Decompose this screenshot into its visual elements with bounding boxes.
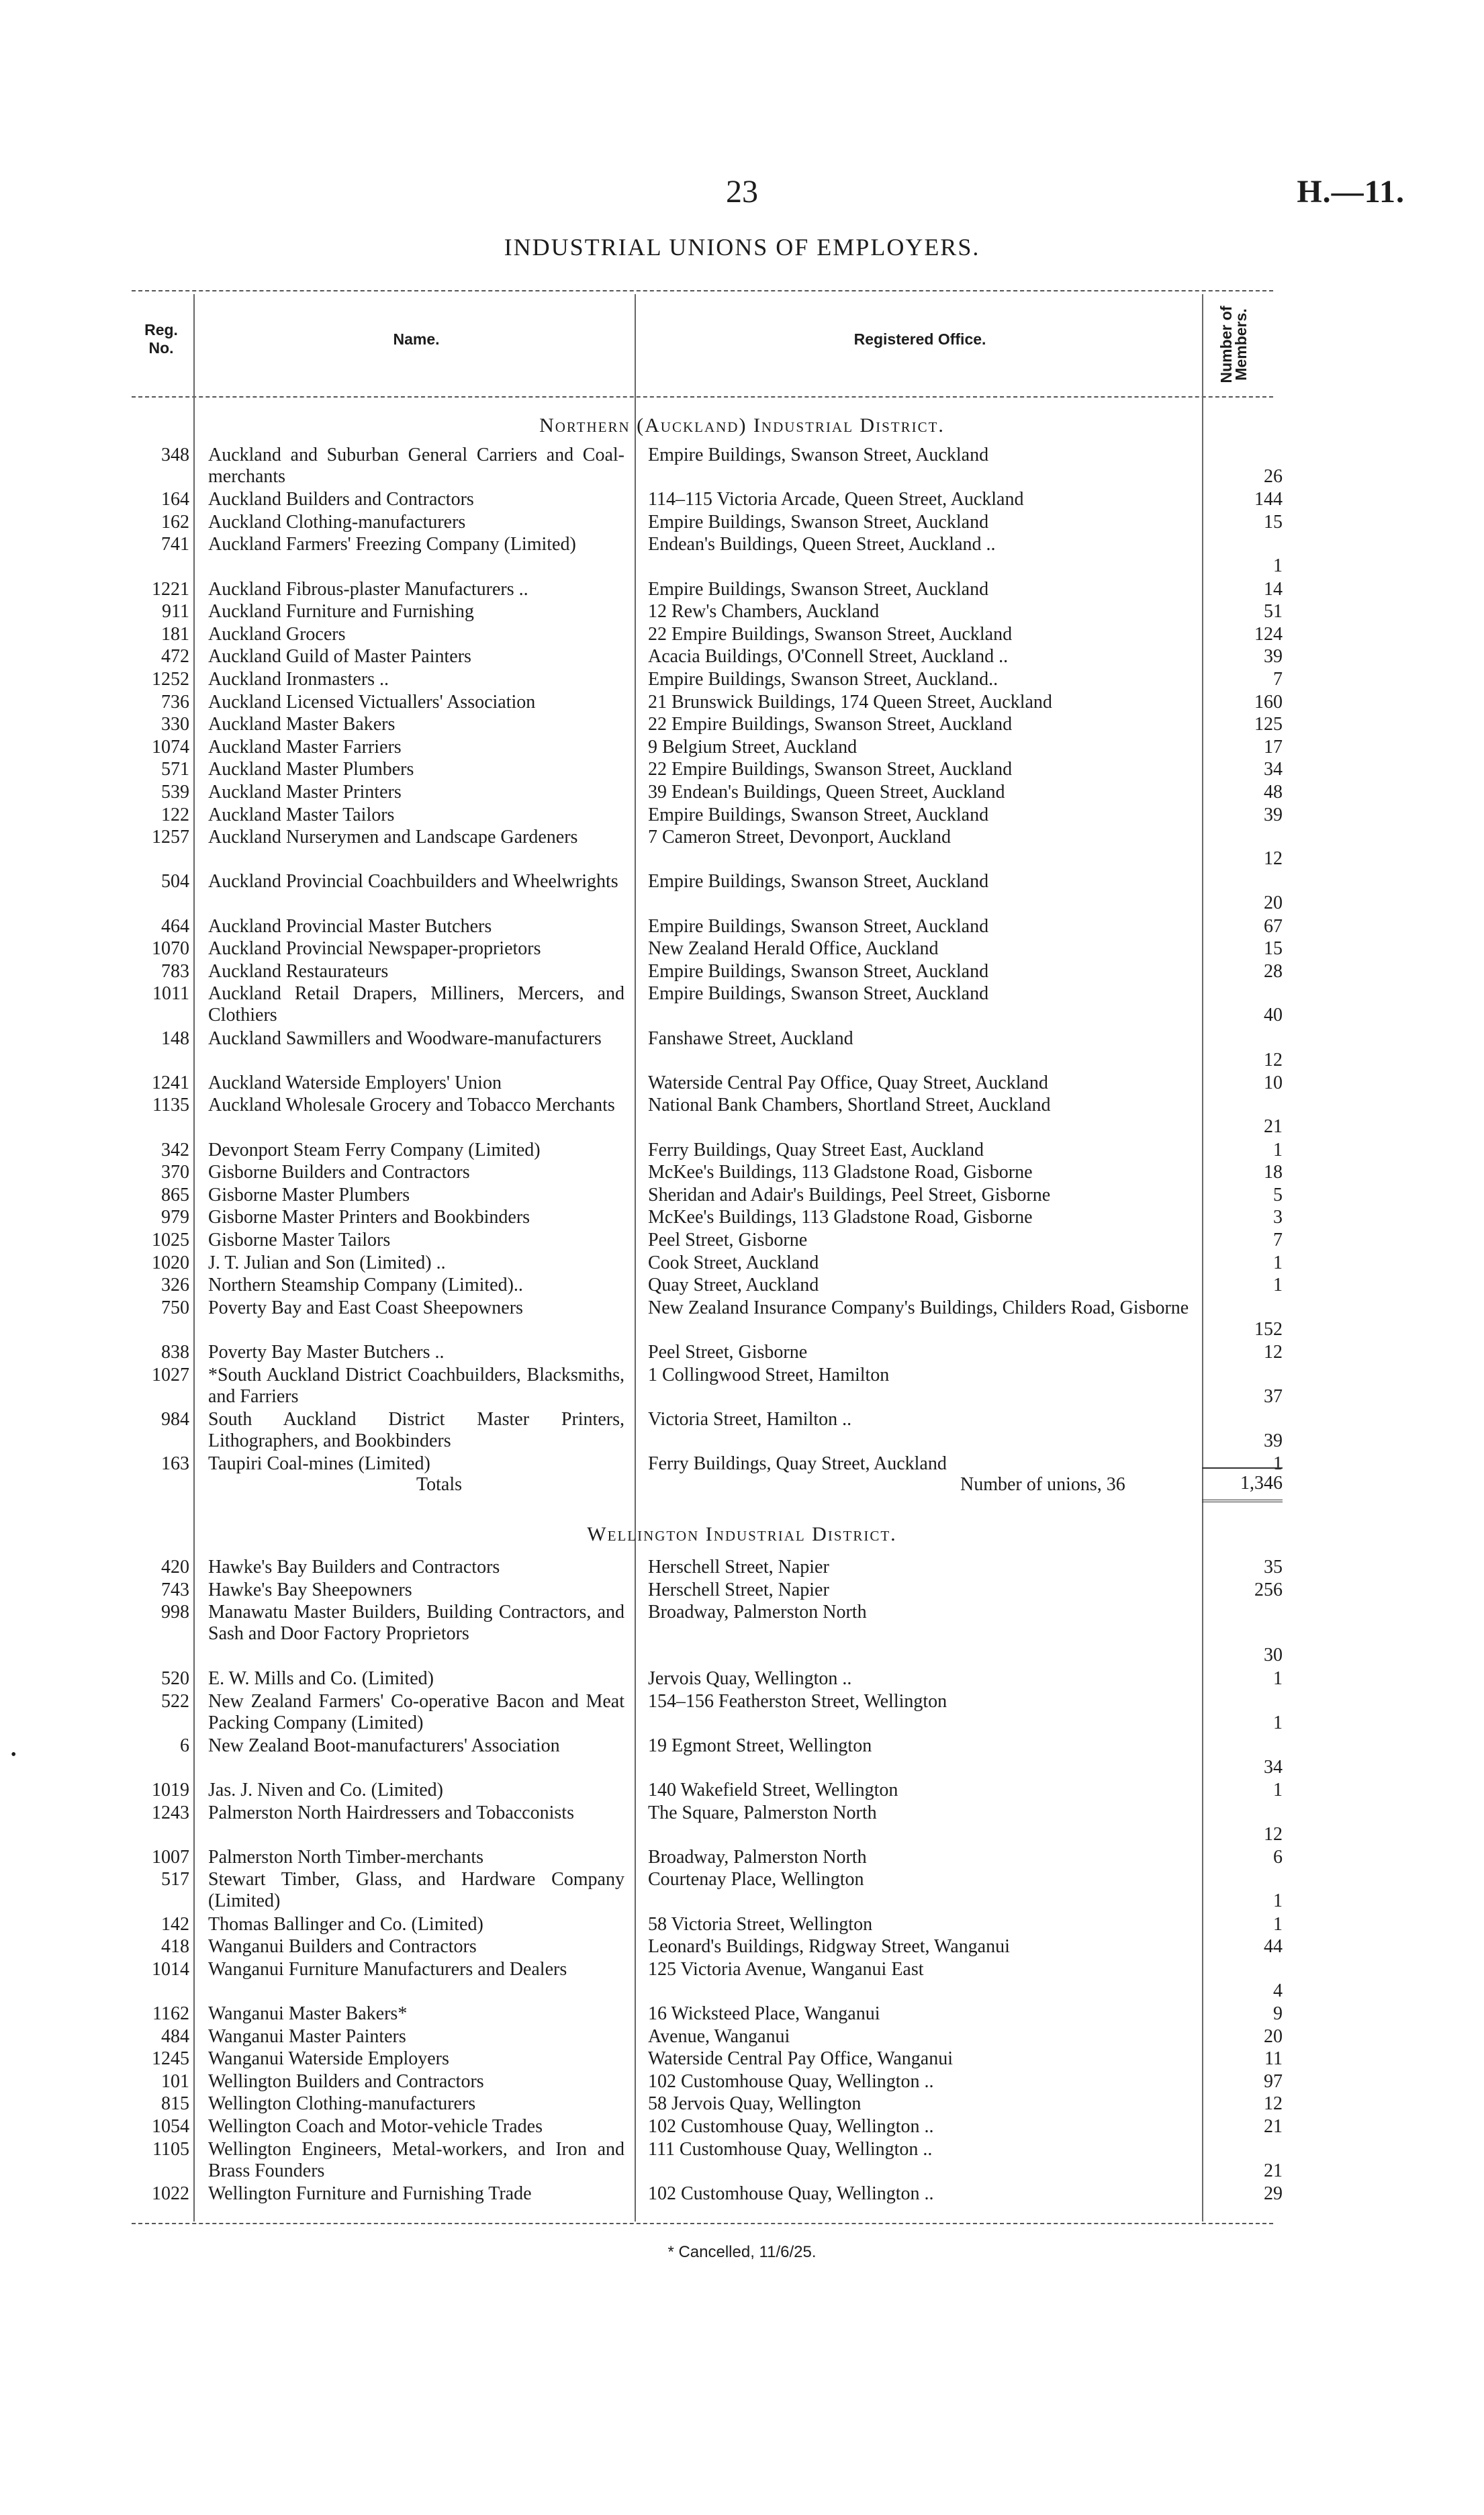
member-count: 5 [1273, 1184, 1283, 1205]
reg-number: 1243 [152, 1802, 189, 1823]
member-count: 48 [1264, 782, 1283, 803]
registered-office: Empire Buildings, Swanson Street, Auckland [648, 915, 989, 937]
union-name: Hawke's Bay Sheepowners [208, 1579, 412, 1600]
reg-number: 539 [161, 782, 189, 803]
union-name: E. W. Mills and Co. (Limited) [208, 1668, 434, 1689]
union-name: Gisborne Master Printers and Bookbinders [208, 1207, 530, 1228]
union-name: Wellington Clothing-manufacturers [208, 2093, 476, 2115]
member-count: 51 [1264, 601, 1283, 623]
reg-number: 326 [161, 1275, 189, 1296]
union-name: Auckland Master Plumbers [208, 759, 414, 780]
union-name: Wellington Engineers, Metal-workers, and Iron and Brass Founders [208, 2138, 624, 2181]
union-name: Auckland Grocers [208, 623, 346, 645]
reg-number: 348 [161, 445, 189, 465]
registered-office: Broadway, Palmerston North [648, 1846, 867, 1868]
reg-number: 750 [161, 1297, 189, 1318]
union-name: New Zealand Farmers' Co-operative Bacon and Meat Packing Company (Limited) [208, 1690, 624, 1733]
reg-number: 464 [161, 915, 189, 937]
registered-office: Empire Buildings, Swanson Street, Auckland [648, 445, 989, 465]
union-name: Auckland Master Tailors [208, 804, 395, 825]
union-name: Gisborne Builders and Contractors [208, 1162, 470, 1183]
union-name: Auckland Ironmasters .. [208, 669, 389, 690]
member-count: 39 [1264, 1430, 1283, 1451]
member-count: 7 [1273, 1230, 1283, 1250]
member-count: 30 [1264, 1645, 1283, 1666]
column-header-reg: Reg. No. [144, 321, 178, 357]
union-name: Poverty Bay and East Coast Sheepowners [208, 1297, 523, 1318]
reg-number: 998 [161, 1602, 189, 1623]
member-count: 152 [1254, 1318, 1283, 1340]
member-count: 14 [1264, 578, 1283, 600]
registered-office: Avenue, Wanganui [648, 2025, 790, 2047]
reg-number: 865 [161, 1184, 189, 1205]
reg-number: 1257 [152, 827, 189, 848]
reg-number: 1007 [152, 1846, 189, 1868]
header-bottom-rule [132, 396, 1273, 398]
union-name: Auckland Builders and Contractors [208, 489, 474, 510]
reg-number: 815 [161, 2093, 189, 2115]
member-count: 29 [1264, 2183, 1283, 2204]
member-count: 1 [1273, 1275, 1283, 1296]
reg-number: 517 [161, 1869, 189, 1890]
registered-office: Fanshawe Street, Auckland [648, 1027, 853, 1049]
registered-office: 58 Victoria Street, Wellington [648, 1913, 873, 1935]
union-name: Manawatu Master Builders, Building Contractors, and Sash and Door Factory Proprietors [208, 1602, 624, 1645]
registered-office: 9 Belgium Street, Auckland [648, 736, 857, 758]
member-count: 7 [1273, 669, 1283, 690]
registered-office: 102 Customhouse Quay, Wellington .. [648, 2116, 934, 2137]
column-header-office: Registered Office. [853, 330, 986, 348]
reg-number: 911 [162, 601, 189, 623]
member-count: 124 [1254, 623, 1283, 645]
member-count: 35 [1264, 1557, 1283, 1577]
footnote: * Cancelled, 11/6/25. [667, 2243, 817, 2261]
registered-office: 22 Empire Buildings, Swanson Street, Auckland [648, 759, 1013, 780]
union-name: Gisborne Master Plumbers [208, 1184, 410, 1205]
union-name: Auckland Master Printers [208, 782, 402, 803]
reg-number: 1019 [152, 1780, 189, 1800]
registered-office: 12 Rew's Chambers, Auckland [648, 601, 880, 623]
member-count: 1 [1273, 1780, 1283, 1800]
union-name: Auckland Sawmillers and Woodware-manufacturers [208, 1027, 602, 1049]
reg-number: 520 [161, 1668, 189, 1689]
reg-number: 164 [161, 489, 189, 510]
column-header-name: Name. [393, 330, 440, 348]
registered-office: Herschell Street, Napier [648, 1557, 829, 1577]
union-name: Auckland Clothing-manufacturers [208, 511, 466, 533]
reg-number: 142 [161, 1913, 189, 1935]
registered-office: Ferry Buildings, Quay Street, Auckland [648, 1453, 947, 1474]
reg-number: 984 [161, 1408, 189, 1430]
member-count: 1 [1273, 1913, 1283, 1935]
page-number: 23 [726, 174, 758, 210]
registered-office: 19 Egmont Street, Wellington [648, 1735, 872, 1756]
union-name: Taupiri Coal-mines (Limited) [208, 1453, 430, 1474]
member-count: 10 [1264, 1072, 1283, 1093]
member-count: 39 [1264, 804, 1283, 825]
registered-office: Quay Street, Auckland [648, 1275, 819, 1296]
member-count: 125 [1254, 714, 1283, 735]
column-header-members: Number of Members. [1217, 306, 1250, 383]
union-name: Auckland Restaurateurs [208, 960, 389, 982]
registered-office: Acacia Buildings, O'Connell Street, Auckland .. [648, 646, 1009, 668]
reg-number: 743 [161, 1579, 189, 1600]
member-count: 1 [1273, 1453, 1283, 1474]
registered-office: The Square, Palmerston North [648, 1802, 877, 1823]
union-name: Auckland Licensed Victuallers' Association [208, 691, 536, 713]
table-bottom-rule [132, 2223, 1273, 2224]
reg-number: 162 [161, 511, 189, 533]
union-name: Wellington Furniture and Furnishing Trade [208, 2183, 532, 2204]
reg-number: 571 [161, 759, 189, 780]
registered-office: 102 Customhouse Quay, Wellington .. [648, 2183, 934, 2204]
union-name: Devonport Steam Ferry Company (Limited) [208, 1139, 541, 1160]
reg-number: 181 [161, 623, 189, 645]
section-heading-wellington: Wellington Industrial District. [587, 1523, 897, 1545]
page-title: INDUSTRIAL UNIONS OF EMPLOYERS. [504, 234, 980, 261]
union-name: Gisborne Master Tailors [208, 1230, 391, 1250]
reg-number: 1014 [152, 1958, 189, 1980]
union-name: Stewart Timber, Glass, and Hardware Company (Limited) [208, 1869, 624, 1912]
union-name: South Auckland District Master Printers, Lithographers, and Bookbinders [208, 1408, 624, 1451]
registered-office: 7 Cameron Street, Devonport, Auckland [648, 827, 952, 848]
union-name: *South Auckland District Coachbuilders, Blacksmiths, and Farriers [208, 1364, 624, 1407]
reg-number: 1162 [152, 2003, 189, 2024]
reg-number: 1245 [152, 2048, 189, 2070]
reg-number: 504 [161, 871, 189, 893]
union-name: Northern Steamship Company (Limited).. [208, 1275, 523, 1296]
reg-number: 979 [161, 1207, 189, 1228]
reg-number: 783 [161, 960, 189, 982]
member-count: 37 [1264, 1385, 1283, 1407]
registered-office: 111 Customhouse Quay, Wellington .. [648, 2138, 933, 2160]
member-count: 12 [1264, 2093, 1283, 2115]
totals-box [1202, 1467, 1283, 1502]
member-count: 34 [1264, 1756, 1283, 1778]
reg-number: 1054 [152, 2116, 189, 2137]
registered-office: Ferry Buildings, Quay Street East, Auckland [648, 1139, 984, 1160]
registered-office: 140 Wakefield Street, Wellington [648, 1780, 898, 1800]
union-name: Auckland Retail Drapers, Milliners, Mercers, and Clothiers [208, 983, 624, 1026]
reg-number: 741 [161, 534, 189, 555]
member-count: 144 [1254, 489, 1283, 510]
member-count: 11 [1264, 2048, 1283, 2070]
union-name: New Zealand Boot-manufacturers' Association [208, 1735, 560, 1756]
union-count: Number of unions, 36 [960, 1474, 1125, 1495]
table-top-rule [132, 290, 1273, 291]
union-name: Auckland Provincial Coachbuilders and Wheelwrights [208, 871, 618, 893]
reg-number: 1252 [152, 669, 189, 690]
reg-number: 1022 [152, 2183, 189, 2204]
reg-number: 484 [161, 2025, 189, 2047]
reg-number: 1074 [152, 736, 189, 758]
union-name: Auckland Provincial Newspaper-proprietors [208, 938, 541, 960]
union-name: Auckland and Suburban General Carriers and Coal-merchants [208, 445, 624, 487]
registered-office: 21 Brunswick Buildings, 174 Queen Street, Auckland [648, 691, 1052, 713]
member-count: 18 [1264, 1162, 1283, 1183]
member-count: 21 [1264, 1116, 1283, 1138]
member-count: 1 [1273, 1890, 1283, 1912]
reg-number: 736 [161, 691, 189, 713]
registered-office: Empire Buildings, Swanson Street, Auckland [648, 578, 989, 600]
union-name: Wanganui Waterside Employers [208, 2048, 449, 2070]
member-count: 6 [1273, 1846, 1283, 1868]
union-name: Thomas Ballinger and Co. (Limited) [208, 1913, 483, 1935]
reg-number: 101 [161, 2070, 189, 2092]
reg-number: 472 [161, 646, 189, 668]
reg-number: 342 [161, 1139, 189, 1160]
registered-office: National Bank Chambers, Shortland Street, Auckland [648, 1095, 1051, 1116]
reg-number: 1027 [152, 1364, 189, 1385]
member-count: 160 [1254, 691, 1283, 713]
registered-office: 39 Endean's Buildings, Queen Street, Auckland [648, 782, 1005, 803]
member-count: 1 [1273, 555, 1283, 577]
member-count: 34 [1264, 759, 1283, 780]
registered-office: New Zealand Insurance Company's Buildings, Childers Road, Gisborne [648, 1297, 1189, 1318]
union-name: Jas. J. Niven and Co. (Limited) [208, 1780, 443, 1800]
reg-number: 1221 [152, 578, 189, 600]
registered-office: Waterside Central Pay Office, Wanganui [648, 2048, 953, 2070]
reg-number: 420 [161, 1557, 189, 1577]
reg-number: 1135 [152, 1095, 189, 1116]
registered-office: Empire Buildings, Swanson Street, Auckland [648, 804, 989, 825]
union-name: Auckland Master Bakers [208, 714, 396, 735]
union-name: J. T. Julian and Son (Limited) .. [208, 1252, 446, 1273]
union-name: Wellington Coach and Motor-vehicle Trades [208, 2116, 543, 2137]
registered-office: 114–115 Victoria Arcade, Queen Street, Auckland [648, 489, 1024, 510]
registered-office: 102 Customhouse Quay, Wellington .. [648, 2070, 934, 2092]
union-name: Auckland Wholesale Grocery and Tobacco Merchants [208, 1095, 615, 1116]
member-count: 12 [1264, 1823, 1283, 1845]
member-count: 1 [1273, 1139, 1283, 1160]
registered-office: Empire Buildings, Swanson Street, Auckland [648, 983, 989, 1005]
union-name: Wanganui Furniture Manufacturers and Dealers [208, 1958, 567, 1980]
union-name: Auckland Waterside Employers' Union [208, 1072, 502, 1093]
union-name: Poverty Bay Master Butchers .. [208, 1342, 445, 1363]
member-count: 20 [1264, 893, 1283, 914]
registered-office: Empire Buildings, Swanson Street, Auckland [648, 511, 989, 533]
document-code: H.—11. [1297, 174, 1405, 210]
reg-number: 1011 [152, 983, 189, 1005]
union-name: Wellington Builders and Contractors [208, 2070, 484, 2092]
registered-office: Cook Street, Auckland [648, 1252, 819, 1273]
member-count: 21 [1264, 2160, 1283, 2181]
member-count: 3 [1273, 1207, 1283, 1228]
union-name: Auckland Master Farriers [208, 736, 402, 758]
member-count: 20 [1264, 2025, 1283, 2047]
registered-office: Victoria Street, Hamilton .. [648, 1408, 852, 1430]
member-count: 12 [1264, 848, 1283, 870]
registered-office: Peel Street, Gisborne [648, 1230, 808, 1250]
member-count: 26 [1264, 466, 1283, 487]
member-count: 17 [1264, 736, 1283, 758]
member-count: 15 [1264, 511, 1283, 533]
margin-dot: • [11, 1746, 17, 1764]
member-count: 97 [1264, 2070, 1283, 2092]
member-count: 12 [1264, 1342, 1283, 1363]
registered-office: Sheridan and Adair's Buildings, Peel Street, Gisborne [648, 1184, 1051, 1205]
union-name: Palmerston North Hairdressers and Tobacconists [208, 1802, 574, 1823]
registered-office: 22 Empire Buildings, Swanson Street, Auckland [648, 714, 1013, 735]
member-count: 39 [1264, 646, 1283, 668]
registered-office: Empire Buildings, Swanson Street, Auckland.. [648, 669, 999, 690]
registered-office: McKee's Buildings, 113 Gladstone Road, Gisborne [648, 1207, 1033, 1228]
reg-number: 1020 [152, 1252, 189, 1273]
registered-office: Peel Street, Gisborne [648, 1342, 808, 1363]
member-count: 44 [1264, 1936, 1283, 1958]
column-divider-office [1202, 294, 1203, 2222]
union-name: Hawke's Bay Builders and Contractors [208, 1557, 500, 1577]
union-name: Palmerston North Timber-merchants [208, 1846, 484, 1868]
column-divider-name [635, 294, 636, 2222]
member-count: 1 [1273, 1252, 1283, 1273]
reg-number: 418 [161, 1936, 189, 1958]
member-count: 67 [1264, 915, 1283, 937]
column-divider-reg [193, 294, 195, 2222]
member-count: 1 [1273, 1668, 1283, 1689]
reg-number: 1105 [152, 2138, 189, 2160]
member-count: 28 [1264, 960, 1283, 982]
registered-office: New Zealand Herald Office, Auckland [648, 938, 939, 960]
reg-number: 1070 [152, 938, 189, 960]
member-count: 21 [1264, 2116, 1283, 2137]
registered-office: Leonard's Buildings, Ridgway Street, Wanganui [648, 1936, 1010, 1958]
reg-number: 1241 [152, 1072, 189, 1093]
registered-office: 22 Empire Buildings, Swanson Street, Auckland [648, 623, 1013, 645]
registered-office: Empire Buildings, Swanson Street, Auckland [648, 871, 989, 893]
union-name: Wanganui Builders and Contractors [208, 1936, 477, 1958]
union-name: Auckland Guild of Master Painters [208, 646, 471, 668]
union-name: Auckland Fibrous-plaster Manufacturers .. [208, 578, 528, 600]
registered-office: Empire Buildings, Swanson Street, Auckland [648, 960, 989, 982]
union-name: Wanganui Master Painters [208, 2025, 406, 2047]
reg-number: 122 [161, 804, 189, 825]
registered-office: Jervois Quay, Wellington .. [648, 1668, 852, 1689]
member-count: 40 [1264, 1005, 1283, 1026]
registered-office: Courtenay Place, Wellington [648, 1869, 864, 1890]
registered-office: Broadway, Palmerston North [648, 1602, 867, 1623]
registered-office: 16 Wicksteed Place, Wanganui [648, 2003, 880, 2024]
union-name: Wanganui Master Bakers* [208, 2003, 408, 2024]
registered-office: 58 Jervois Quay, Wellington [648, 2093, 862, 2115]
reg-number: 6 [180, 1735, 189, 1756]
registered-office: Herschell Street, Napier [648, 1579, 829, 1600]
member-count: 256 [1254, 1579, 1283, 1600]
member-count: 12 [1264, 1049, 1283, 1070]
reg-number: 148 [161, 1027, 189, 1049]
union-name: Auckland Provincial Master Butchers [208, 915, 492, 937]
totals-label: Totals [416, 1474, 463, 1495]
total-members: 1,346 [1240, 1473, 1283, 1494]
member-count: 9 [1273, 2003, 1283, 2024]
union-name: Auckland Farmers' Freezing Company (Limited) [208, 534, 576, 555]
reg-number: 1025 [152, 1230, 189, 1250]
union-name: Auckland Nurserymen and Landscape Gardeners [208, 827, 578, 848]
registered-office: Waterside Central Pay Office, Quay Street, Auckland [648, 1072, 1048, 1093]
member-count: 15 [1264, 938, 1283, 960]
section-heading-northern: Northern (Auckland) Industrial District. [539, 414, 945, 437]
registered-office: McKee's Buildings, 113 Gladstone Road, Gisborne [648, 1162, 1033, 1183]
union-name: Auckland Furniture and Furnishing [208, 601, 474, 623]
reg-number: 163 [161, 1453, 189, 1474]
reg-number: 838 [161, 1342, 189, 1363]
registered-office: 1 Collingwood Street, Hamilton [648, 1364, 890, 1385]
reg-number: 330 [161, 714, 189, 735]
member-count: 1 [1273, 1712, 1283, 1733]
member-count: 4 [1273, 1980, 1283, 2001]
reg-number: 370 [161, 1162, 189, 1183]
registered-office: Endean's Buildings, Queen Street, Auckland .. [648, 534, 996, 555]
registered-office: 125 Victoria Avenue, Wanganui East [648, 1958, 924, 1980]
registered-office: 154–156 Featherston Street, Wellington [648, 1690, 947, 1712]
reg-number: 522 [161, 1690, 189, 1712]
